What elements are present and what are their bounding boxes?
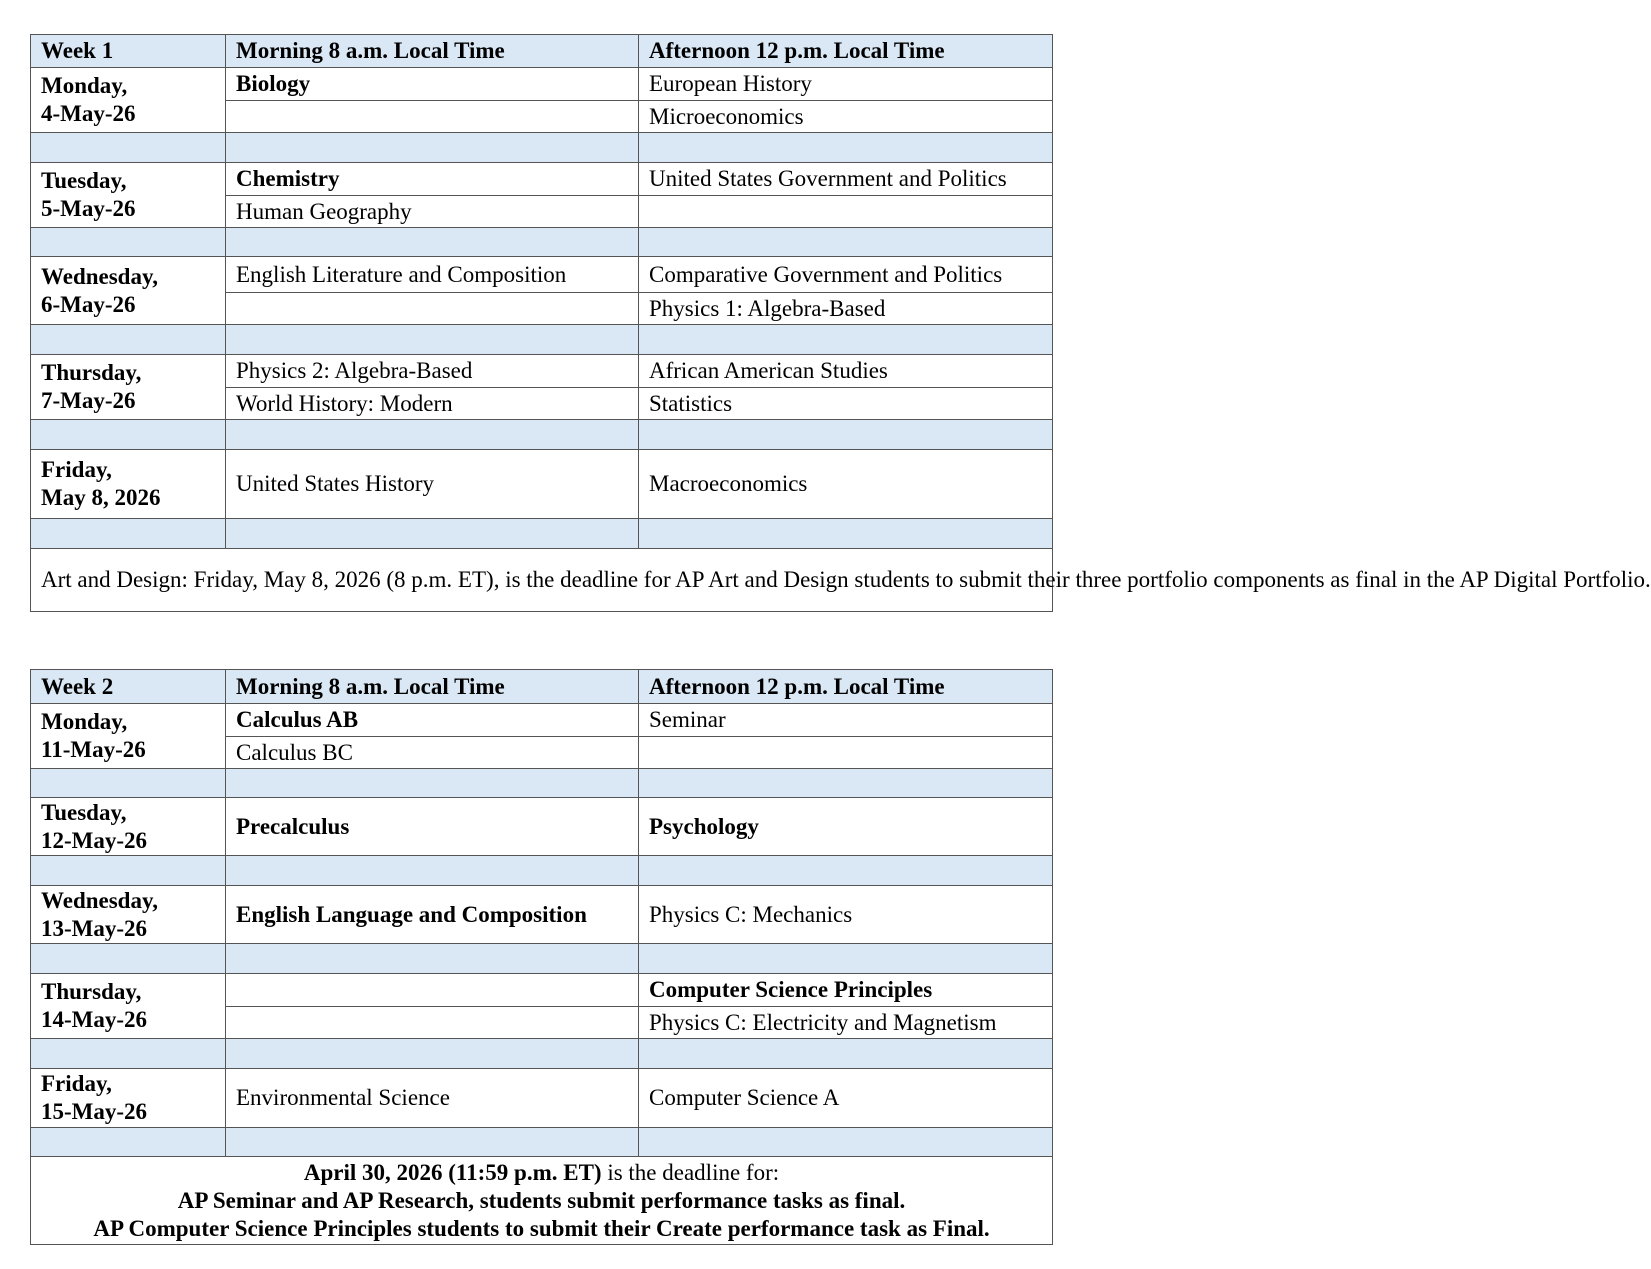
day-date: 4-May-26 [41,101,136,126]
table-row [31,1069,1053,1128]
spacer-row [31,228,1053,257]
day-name: Tuesday, [41,168,127,193]
table-row [31,798,1053,856]
spacer-row [31,133,1053,163]
afternoon-exam-cell [639,737,1053,769]
note-line [41,1159,1042,1187]
morning-exam-cell [226,293,639,325]
afternoon-header: Afternoon 12 p.m. Local Time [639,670,1053,704]
spacer-cell [31,769,226,798]
day-name: Friday, [41,457,112,482]
spacer-cell [639,420,1053,450]
morning-exam-cell: United States History [226,450,639,519]
spacer-row [31,856,1053,886]
afternoon-exam-cell: Macroeconomics [639,450,1053,519]
spacer-cell [639,856,1053,886]
spacer-cell [639,228,1053,257]
day-cell [31,355,226,420]
spacer-cell [639,519,1053,549]
note-line [41,566,1651,594]
day-cell [31,886,226,944]
note-bold-text: AP Seminar and AP Research, students submit performance tasks as final. [177,1187,906,1213]
day-cell [31,257,226,325]
afternoon-exam-cell: Physics C: Mechanics [639,886,1053,944]
spacer-row [31,944,1053,974]
spacer-cell [226,519,639,549]
spacer-cell [226,944,639,974]
morning-exam-cell: Environmental Science [226,1069,639,1128]
day-date: May 8, 2026 [41,485,161,510]
spacer-cell [639,325,1053,355]
morning-exam-cell: Human Geography [226,196,639,228]
day-cell [31,704,226,769]
day-date: 12-May-26 [41,827,148,853]
afternoon-exam-cell: European History [639,68,1053,101]
afternoon-exam-cell: Computer Science Principles [639,974,1053,1007]
afternoon-exam-cell: Seminar [639,704,1053,737]
day-date: 6-May-26 [41,291,136,317]
afternoon-exam-cell: African American Studies [639,355,1053,388]
spacer-cell [226,228,639,257]
deadline-note [31,1157,1053,1245]
morning-exam-cell: Calculus BC [226,737,639,769]
day-name: Monday, [41,73,128,98]
afternoon-exam-cell: Computer Science A [639,1069,1053,1128]
day-date: 15-May-26 [41,1099,148,1124]
day-name: Thursday, [41,979,142,1004]
spacer-cell [31,1128,226,1157]
note-row [31,1157,1053,1245]
morning-exam-cell [226,1007,639,1039]
morning-exam-cell: Physics 2: Algebra-Based [226,355,639,388]
note-row [31,549,1053,612]
afternoon-exam-cell: Physics 1: Algebra-Based [639,293,1053,325]
morning-exam-cell: English Language and Composition [226,886,639,944]
day-cell [31,1069,226,1128]
note-line [41,1187,1042,1215]
day-date: 11-May-26 [41,737,146,762]
spacer-cell [226,856,639,886]
table-row [31,163,1053,196]
spacer-cell [639,1128,1053,1157]
week-label: Week 1 [31,35,226,68]
spacer-cell [226,1039,639,1069]
morning-exam-cell [226,101,639,133]
spacer-row [31,1128,1053,1157]
spacer-cell [639,769,1053,798]
morning-exam-cell [226,974,639,1007]
day-cell [31,68,226,133]
table-row [31,68,1053,101]
note-bold-text: AP Computer Science Principles students to submit their Create performance task as Final. [93,1215,990,1241]
spacer-cell [639,1039,1053,1069]
day-date: 14-May-26 [41,1007,148,1032]
day-cell [31,798,226,856]
spacer-cell [226,769,639,798]
morning-exam-cell: World History: Modern [226,388,639,420]
morning-exam-cell: Calculus AB [226,704,639,737]
afternoon-exam-cell: Statistics [639,388,1053,420]
table-row [31,450,1053,519]
day-name: Thursday, [41,360,142,385]
deadline-note [31,549,1651,612]
day-cell [31,163,226,228]
spacer-cell [31,519,226,549]
morning-exam-cell: Chemistry [226,163,639,196]
note-bold-text: April 30, 2026 (11:59 p.m. ET) [303,1159,602,1185]
afternoon-exam-cell: Physics C: Electricity and Magnetism [639,1007,1053,1039]
spacer-row [31,769,1053,798]
spacer-cell [31,944,226,974]
note-text: is the deadline for: [601,1159,780,1185]
afternoon-header: Afternoon 12 p.m. Local Time [639,35,1053,68]
note-line [41,1215,1042,1243]
day-date: 7-May-26 [41,388,136,413]
morning-header: Morning 8 a.m. Local Time [226,35,639,68]
table-row [31,704,1053,737]
spacer-cell [31,325,226,355]
header-row [31,35,1053,68]
table-row [31,257,1053,293]
spacer-cell [226,133,639,163]
week-label: Week 2 [31,670,226,704]
afternoon-exam-cell: Psychology [639,798,1053,856]
morning-exam-cell: English Literature and Composition [226,257,639,293]
day-name: Tuesday, [41,799,127,825]
spacer-cell [639,133,1053,163]
spacer-cell [226,420,639,450]
day-name: Monday, [41,709,128,734]
afternoon-exam-cell: Microeconomics [639,101,1053,133]
spacer-row [31,519,1053,549]
morning-header: Morning 8 a.m. Local Time [226,670,639,704]
morning-exam-cell: Precalculus [226,798,639,856]
day-cell [31,974,226,1039]
day-date: 5-May-26 [41,196,136,221]
week-2-schedule-table [30,669,1053,1245]
day-date: 13-May-26 [41,915,148,941]
note-text: Art and Design: Friday, May 8, 2026 (8 p.m. ET), is the deadline for AP Art and Design students to submit their three portfolio components as final in the AP Digital Portfolio. [41,567,1651,592]
spacer-cell [31,420,226,450]
spacer-row [31,420,1053,450]
day-cell [31,450,226,519]
spacer-row [31,1039,1053,1069]
table-row [31,974,1053,1007]
day-name: Wednesday, [41,887,158,913]
afternoon-exam-cell [639,196,1053,228]
afternoon-exam-cell: Comparative Government and Politics [639,257,1053,293]
spacer-cell [31,228,226,257]
afternoon-exam-cell: United States Government and Politics [639,163,1053,196]
morning-exam-cell: Biology [226,68,639,101]
spacer-cell [31,133,226,163]
table-row [31,886,1053,944]
table-row [31,355,1053,388]
header-row [31,670,1053,704]
spacer-cell [226,325,639,355]
day-name: Friday, [41,1071,112,1096]
week-1-schedule-table [30,34,1651,612]
spacer-cell [31,856,226,886]
spacer-cell [639,944,1053,974]
spacer-row [31,325,1053,355]
day-name: Wednesday, [41,263,158,289]
spacer-cell [31,1039,226,1069]
spacer-cell [226,1128,639,1157]
